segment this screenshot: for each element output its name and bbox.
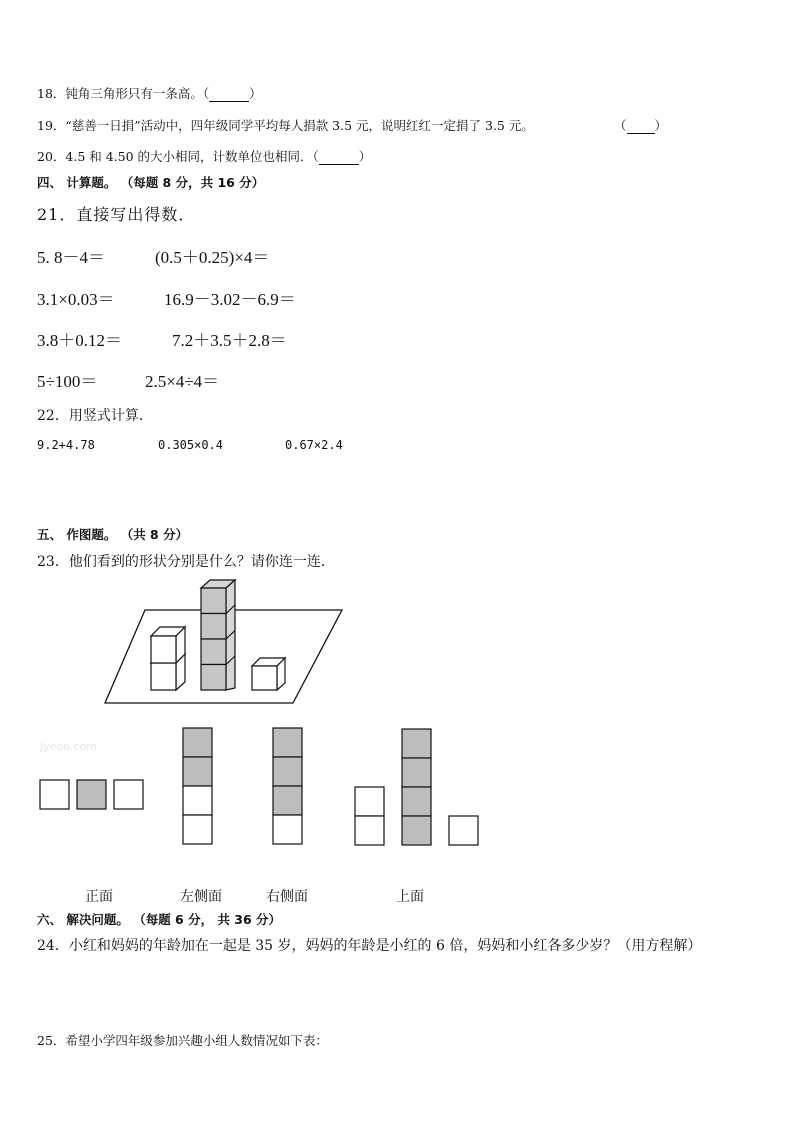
view-label-right: 右侧面: [266, 889, 308, 905]
question-19-close: ）: [654, 118, 668, 133]
vertical-calc-item: 9.2+4.78: [37, 438, 95, 452]
calc-item: 5. 8－4＝: [37, 248, 105, 267]
calc-item: (0.5＋0.25)×4＝: [155, 248, 270, 267]
section-5-heading: 五、 作图题。 （共 8 分）: [37, 527, 189, 542]
cube-stack-middle: [201, 580, 235, 690]
calc-item: 3.8＋0.12＝: [37, 331, 122, 350]
section-6-heading: 六、 解决问题。 （每题 6 分， 共 36 分）: [37, 912, 282, 927]
section-4-heading: 四、 计算题。 （每题 8 分，共 16 分）: [37, 175, 265, 190]
question-24: 24．小红和妈妈的年龄加在一起是 35 岁，妈妈的年龄是小红的 6 倍，妈妈和小红各多少岁？（用方程解）: [37, 938, 702, 954]
question-20-number: 20．: [37, 149, 66, 164]
view-label-front: 正面: [85, 889, 113, 905]
cube-single-right: [252, 658, 285, 690]
view-option-1: [40, 780, 143, 809]
vertical-calc-item: 0.305×0.4: [158, 438, 224, 452]
calc-item: 2.5×4÷4＝: [145, 372, 220, 391]
question-18-text: 钝角三角形只有一条高。（: [65, 86, 210, 101]
calc-item: 7.2＋3.5＋2.8＝: [172, 331, 287, 350]
question-20-text: 4.5 和 4.50 的大小相同，计数单位也相同．（: [65, 149, 319, 164]
question-22-prompt: 22．用竖式计算．: [37, 408, 153, 424]
vertical-calc-item: 0.67×2.4: [285, 438, 343, 452]
question-18-number: 18．: [37, 86, 66, 101]
calc-item: 3.1×0.03＝: [37, 290, 115, 309]
question-19-open: （: [614, 118, 627, 133]
question-23-prompt: 23．他们看到的形状分别是什么？请你连一连．: [37, 554, 335, 570]
view-label-top: 上面: [396, 889, 424, 905]
question-20-close: ）: [358, 149, 372, 164]
question-19-text: “慈善一日捐”活动中，四年级同学平均每人捐款 3.5 元，说明红红一定捐了 3.5 元。: [65, 118, 534, 133]
cube-stack-left: [151, 627, 185, 690]
calc-item: 16.9－3.02－6.9＝: [164, 290, 296, 309]
view-option-3: [273, 728, 302, 844]
view-option-2: [183, 728, 212, 844]
question-25: 25．希望小学四年级参加兴趣小组人数情况如下表：: [37, 1033, 328, 1048]
watermark: Jyeoo.com: [40, 740, 97, 753]
question-19-number: 19．: [37, 118, 66, 133]
question-18-close: ）: [249, 86, 262, 101]
calc-item: 5÷100＝: [37, 372, 98, 391]
question-21-prompt: 21．直接写出得数．: [37, 205, 196, 224]
view-option-4: [355, 729, 478, 845]
view-label-left: 左侧面: [180, 889, 222, 905]
